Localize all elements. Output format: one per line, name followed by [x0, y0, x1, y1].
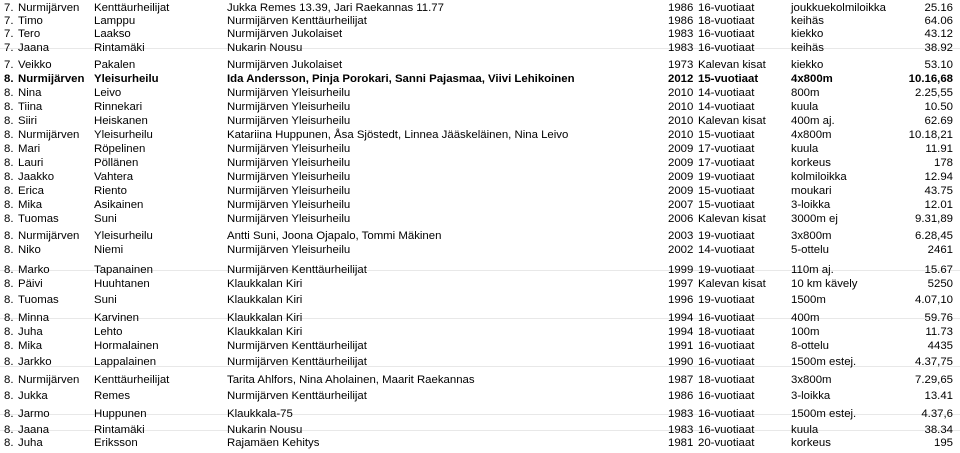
table-row: [0, 390, 960, 403]
last-name-cell: Laakso: [94, 28, 131, 40]
last-name-cell: Yleisurheilu: [94, 73, 159, 85]
year-cell: 2009: [668, 143, 694, 155]
series-cell: 17-vuotiaat: [698, 143, 755, 155]
year-cell: 2006: [668, 213, 694, 225]
result-cell: 2.25,55: [914, 87, 953, 99]
place-cell: 8.: [4, 185, 14, 197]
event-cell: 110m aj.: [791, 264, 834, 276]
place-cell: 8.: [4, 199, 14, 211]
result-cell: 64.06: [924, 15, 953, 27]
place-cell: 8.: [4, 87, 14, 99]
place-cell: 8.: [4, 115, 14, 127]
club-cell: Nurmijärven Yleisurheilu: [227, 199, 351, 211]
event-cell: 4x800m: [791, 73, 833, 85]
first-name-cell: Nurmijärven: [18, 230, 80, 242]
year-cell: 2010: [668, 129, 694, 141]
last-name-cell: Tapanainen: [94, 264, 153, 276]
table-row: [0, 115, 960, 128]
year-cell: 1994: [668, 326, 694, 338]
event-cell: 3x800m: [791, 374, 832, 386]
result-cell: 38.34: [924, 424, 953, 436]
result-cell: 2461: [927, 244, 953, 256]
last-name-cell: Lappalainen: [94, 356, 157, 368]
club-cell: Klaukkalan Kiri: [227, 326, 303, 338]
first-name-cell: Jaana: [18, 42, 50, 54]
last-name-cell: Heiskanen: [94, 115, 148, 127]
event-cell: 3x800m: [791, 230, 832, 242]
club-cell: Nurmijärven Yleisurheilu: [227, 143, 351, 155]
last-name-cell: Rintamäki: [94, 424, 145, 436]
first-name-cell: Tuomas: [18, 213, 59, 225]
last-name-cell: Huppunen: [94, 408, 147, 420]
result-cell: 43.75: [924, 185, 953, 197]
first-name-cell: Siiri: [18, 115, 37, 127]
series-cell: 14-vuotiaat: [698, 244, 755, 256]
result-cell: 5250: [927, 278, 953, 290]
last-name-cell: Hormalainen: [94, 340, 159, 352]
year-cell: 1997: [668, 278, 694, 290]
result-cell: 178: [933, 157, 953, 169]
table-row: [0, 278, 960, 291]
table-row: [0, 87, 960, 100]
club-cell: Rajamäen Kehitys: [227, 437, 320, 449]
first-name-cell: Jarkko: [18, 356, 52, 368]
result-cell: 9.31,89: [914, 213, 953, 225]
table-row: [0, 129, 960, 142]
series-cell: 20-vuotiaat: [698, 437, 755, 449]
first-name-cell: Jaana: [18, 424, 50, 436]
last-name-cell: Eriksson: [94, 437, 138, 449]
event-cell: 400m: [791, 312, 820, 324]
event-cell: moukari: [791, 185, 832, 197]
first-name-cell: Nurmijärven: [18, 129, 80, 141]
first-name-cell: Erica: [18, 185, 44, 197]
event-cell: kuula: [791, 143, 819, 155]
series-cell: 16-vuotiaat: [698, 312, 755, 324]
last-name-cell: Rinnekari: [94, 101, 143, 113]
year-cell: 2010: [668, 101, 694, 113]
year-cell: 1983: [668, 42, 694, 54]
result-cell: 4.07,10: [914, 294, 953, 306]
last-name-cell: Pakalen: [94, 59, 136, 71]
event-cell: 3-loikka: [791, 390, 831, 402]
place-cell: 8.: [4, 129, 14, 141]
series-cell: 15-vuotiaat: [698, 199, 755, 211]
table-row: [0, 171, 960, 184]
last-name-cell: Yleisurheilu: [94, 230, 153, 242]
year-cell: 2009: [668, 157, 694, 169]
club-cell: Nurmijärven Kenttäurheilijat: [227, 340, 367, 352]
place-cell: 8.: [4, 278, 14, 290]
year-cell: 1994: [668, 312, 694, 324]
table-row: [0, 437, 960, 450]
club-cell: Ida Andersson, Pinja Porokari, Sanni Pajasmaa, Viivi Lehikoinen: [227, 73, 575, 85]
series-cell: Kalevan kisat: [698, 59, 766, 71]
last-name-cell: Kenttäurheilijat: [94, 2, 170, 14]
club-cell: Klaukkala-75: [227, 408, 293, 420]
event-cell: korkeus: [791, 437, 831, 449]
first-name-cell: Veikko: [18, 59, 52, 71]
event-cell: 4x800m: [791, 129, 832, 141]
club-cell: Nurmijärven Yleisurheilu: [227, 115, 351, 127]
year-cell: 1986: [668, 390, 694, 402]
last-name-cell: Remes: [94, 390, 131, 402]
first-name-cell: Juha: [18, 437, 43, 449]
last-name-cell: Vahtera: [94, 171, 134, 183]
place-cell: 8.: [4, 101, 14, 113]
club-cell: Nurmijärven Yleisurheilu: [227, 244, 351, 256]
place-cell: 7.: [4, 15, 14, 27]
club-cell: Tarita Ahlfors, Nina Aholainen, Maarit Raekannas: [227, 374, 475, 386]
event-cell: 8-ottelu: [791, 340, 829, 352]
year-cell: 2010: [668, 87, 694, 99]
event-cell: 3000m ej: [791, 213, 838, 225]
place-cell: 8.: [4, 157, 14, 169]
year-cell: 1986: [668, 15, 694, 27]
result-cell: 4435: [927, 340, 953, 352]
result-cell: 4.37,6: [921, 408, 953, 420]
place-cell: 7.: [4, 2, 14, 14]
result-cell: 12.01: [924, 199, 953, 211]
result-cell: 10.16,68: [908, 73, 953, 85]
table-row: [0, 244, 960, 257]
series-cell: Kalevan kisat: [698, 115, 766, 127]
table-row: [0, 340, 960, 353]
place-cell: 8.: [4, 264, 14, 276]
series-cell: 16-vuotiaat: [698, 390, 755, 402]
club-cell: Nurmijärven Kenttäurheilijat: [227, 390, 367, 402]
place-cell: 8.: [4, 213, 14, 225]
first-name-cell: Nina: [18, 87, 42, 99]
table-row: [0, 264, 960, 277]
result-cell: 12.94: [924, 171, 953, 183]
table-row: [0, 143, 960, 156]
club-cell: Antti Suni, Joona Ojapalo, Tommi Mäkinen: [227, 230, 442, 242]
event-cell: 1500m: [791, 294, 826, 306]
last-name-cell: Huuhtanen: [94, 278, 150, 290]
event-cell: kuula: [791, 101, 819, 113]
result-cell: 10.50: [924, 101, 953, 113]
last-name-cell: Röpelinen: [94, 143, 146, 155]
series-cell: 17-vuotiaat: [698, 157, 755, 169]
place-cell: 8.: [4, 340, 14, 352]
table-row: [0, 294, 960, 307]
series-cell: 19-vuotiaat: [698, 230, 755, 242]
club-cell: Nurmijärven Jukolaiset: [227, 59, 343, 71]
event-cell: keihäs: [791, 15, 824, 27]
result-cell: 4.37,75: [914, 356, 953, 368]
table-row: [0, 157, 960, 170]
last-name-cell: Rintamäki: [94, 42, 145, 54]
last-name-cell: Suni: [94, 294, 117, 306]
table-row: [0, 28, 960, 41]
result-cell: 62.69: [924, 115, 953, 127]
year-cell: 2003: [668, 230, 694, 242]
series-cell: 15-vuotiaat: [698, 185, 755, 197]
event-cell: 1500m estej.: [791, 408, 857, 420]
club-cell: Nurmijärven Yleisurheilu: [227, 213, 351, 225]
last-name-cell: Asikainen: [94, 199, 144, 211]
last-name-cell: Niemi: [94, 244, 124, 256]
table-row: [0, 326, 960, 339]
table-row: [0, 213, 960, 226]
place-cell: 8.: [4, 312, 14, 324]
series-cell: 16-vuotiaat: [698, 2, 755, 14]
table-row: [0, 424, 960, 437]
result-cell: 43.12: [924, 28, 953, 40]
series-cell: 18-vuotiaat: [698, 326, 755, 338]
year-cell: 1983: [668, 424, 694, 436]
table-row: [0, 185, 960, 198]
first-name-cell: Tero: [18, 28, 41, 40]
result-cell: 25.16: [924, 2, 953, 14]
event-cell: kuula: [791, 424, 819, 436]
place-cell: 7.: [4, 59, 14, 71]
table-row: [0, 408, 960, 421]
first-name-cell: Mika: [18, 199, 43, 211]
first-name-cell: Minna: [18, 312, 50, 324]
year-cell: 1981: [668, 437, 694, 449]
event-cell: keihäs: [791, 42, 824, 54]
result-cell: 13.41: [924, 390, 953, 402]
series-cell: Kalevan kisat: [698, 213, 766, 225]
series-cell: 15-vuotiaat: [698, 129, 755, 141]
first-name-cell: Lauri: [18, 157, 44, 169]
club-cell: Nurmijärven Jukolaiset: [227, 28, 343, 40]
table-row: [0, 312, 960, 325]
year-cell: 2009: [668, 185, 694, 197]
series-cell: 14-vuotiaat: [698, 101, 755, 113]
last-name-cell: Riento: [94, 185, 127, 197]
event-cell: 400m aj.: [791, 115, 835, 127]
series-cell: 19-vuotiaat: [698, 294, 755, 306]
club-cell: Nurmijärven Yleisurheilu: [227, 101, 351, 113]
club-cell: Jukka Remes 13.39, Jari Raekannas 11.77: [227, 2, 444, 14]
result-cell: 6.28,45: [914, 230, 953, 242]
first-name-cell: Jarmo: [18, 408, 50, 420]
event-cell: kolmiloikka: [791, 171, 847, 183]
place-cell: 8.: [4, 437, 14, 449]
year-cell: 2007: [668, 199, 694, 211]
series-cell: 16-vuotiaat: [698, 340, 755, 352]
result-cell: 195: [933, 437, 953, 449]
place-cell: 7.: [4, 42, 14, 54]
series-cell: 16-vuotiaat: [698, 42, 755, 54]
event-cell: korkeus: [791, 157, 831, 169]
place-cell: 8.: [4, 424, 14, 436]
result-cell: 11.73: [925, 326, 953, 338]
last-name-cell: Pöllänen: [94, 157, 139, 169]
place-cell: 7.: [4, 28, 14, 40]
place-cell: 8.: [4, 73, 14, 85]
year-cell: 1983: [668, 408, 694, 420]
event-cell: joukkuekolmiloikka: [791, 2, 886, 14]
year-cell: 2012: [668, 73, 694, 85]
club-cell: Nurmijärven Kenttäurheilijat: [227, 264, 367, 276]
first-name-cell: Jukka: [18, 390, 48, 402]
last-name-cell: Leivo: [94, 87, 122, 99]
series-cell: 19-vuotiaat: [698, 171, 755, 183]
place-cell: 8.: [4, 374, 14, 386]
result-cell: 53.10: [924, 59, 953, 71]
first-name-cell: Nurmijärven: [18, 73, 85, 85]
series-cell: 19-vuotiaat: [698, 264, 755, 276]
table-row: [0, 230, 960, 243]
club-cell: Nurmijärven Kenttäurheilijat: [227, 15, 367, 27]
result-cell: 15.67: [924, 264, 953, 276]
year-cell: 2009: [668, 171, 694, 183]
table-row: [0, 356, 960, 369]
place-cell: 8.: [4, 244, 14, 256]
year-cell: 1990: [668, 356, 694, 368]
last-name-cell: Lamppu: [94, 15, 136, 27]
place-cell: 8.: [4, 171, 14, 183]
place-cell: 8.: [4, 230, 14, 242]
last-name-cell: Lehto: [94, 326, 123, 338]
series-cell: 18-vuotiaat: [698, 15, 755, 27]
first-name-cell: Niko: [18, 244, 41, 256]
result-cell: 10.18,21: [908, 129, 953, 141]
table-row: [0, 15, 960, 28]
place-cell: 8.: [4, 143, 14, 155]
result-cell: 7.29,65: [914, 374, 953, 386]
place-cell: 8.: [4, 408, 14, 420]
series-cell: 16-vuotiaat: [698, 408, 755, 420]
first-name-cell: Timo: [18, 15, 43, 27]
event-cell: kiekko: [791, 28, 824, 40]
year-cell: 1987: [668, 374, 694, 386]
series-cell: 16-vuotiaat: [698, 356, 755, 368]
table-row: [0, 199, 960, 212]
table-row: [0, 42, 960, 55]
last-name-cell: Karvinen: [94, 312, 139, 324]
first-name-cell: Mari: [18, 143, 41, 155]
first-name-cell: Marko: [18, 264, 50, 276]
place-cell: 8.: [4, 390, 14, 402]
club-cell: Klaukkalan Kiri: [227, 278, 303, 290]
club-cell: Klaukkalan Kiri: [227, 312, 303, 324]
last-name-cell: Kenttäurheilijat: [94, 374, 170, 386]
year-cell: 1996: [668, 294, 694, 306]
first-name-cell: Tiina: [18, 101, 43, 113]
last-name-cell: Yleisurheilu: [94, 129, 153, 141]
result-cell: 38.92: [924, 42, 953, 54]
series-cell: 16-vuotiaat: [698, 28, 755, 40]
table-row: [0, 73, 960, 86]
year-cell: 1973: [668, 59, 694, 71]
club-cell: Nurmijärven Yleisurheilu: [227, 157, 351, 169]
result-cell: 59.76: [924, 312, 953, 324]
event-cell: 3-loikka: [791, 199, 831, 211]
event-cell: 10 km kävely: [791, 278, 858, 290]
club-cell: Nurmijärven Kenttäurheilijat: [227, 356, 367, 368]
year-cell: 1983: [668, 28, 694, 40]
club-cell: Katariina Huppunen, Åsa Sjöstedt, Linnea Jääskeläinen, Nina Leivo: [227, 129, 569, 141]
club-cell: Nurmijärven Yleisurheilu: [227, 87, 351, 99]
series-cell: 16-vuotiaat: [698, 424, 755, 436]
first-name-cell: Jaakko: [18, 171, 55, 183]
first-name-cell: Juha: [18, 326, 43, 338]
event-cell: 100m: [791, 326, 820, 338]
year-cell: 1999: [668, 264, 694, 276]
first-name-cell: Nurmijärven: [18, 374, 80, 386]
event-cell: 1500m estej.: [791, 356, 857, 368]
year-cell: 1986: [668, 2, 694, 14]
series-cell: Kalevan kisat: [698, 278, 766, 290]
series-cell: 15-vuotiaat: [698, 73, 759, 85]
series-cell: 14-vuotiaat: [698, 87, 755, 99]
first-name-cell: Nurmijärven: [18, 2, 80, 14]
table-row: [0, 374, 960, 387]
first-name-cell: Tuomas: [18, 294, 59, 306]
club-cell: Nukarin Nousu: [227, 42, 303, 54]
year-cell: 2010: [668, 115, 694, 127]
table-row: [0, 101, 960, 114]
club-cell: Nurmijärven Yleisurheilu: [227, 185, 351, 197]
place-cell: 8.: [4, 294, 14, 306]
year-cell: 1991: [668, 340, 694, 352]
club-cell: Klaukkalan Kiri: [227, 294, 303, 306]
place-cell: 8.: [4, 356, 14, 368]
event-cell: 800m: [791, 87, 820, 99]
table-row: [0, 2, 960, 15]
year-cell: 2002: [668, 244, 694, 256]
club-cell: Nukarin Nousu: [227, 424, 303, 436]
event-cell: kiekko: [791, 59, 824, 71]
last-name-cell: Suni: [94, 213, 117, 225]
club-cell: Nurmijärven Yleisurheilu: [227, 171, 351, 183]
result-cell: 11.91: [925, 143, 953, 155]
series-cell: 18-vuotiaat: [698, 374, 755, 386]
first-name-cell: Päivi: [18, 278, 43, 290]
table-row: [0, 59, 960, 72]
place-cell: 8.: [4, 326, 14, 338]
event-cell: 5-ottelu: [791, 244, 829, 256]
first-name-cell: Mika: [18, 340, 43, 352]
